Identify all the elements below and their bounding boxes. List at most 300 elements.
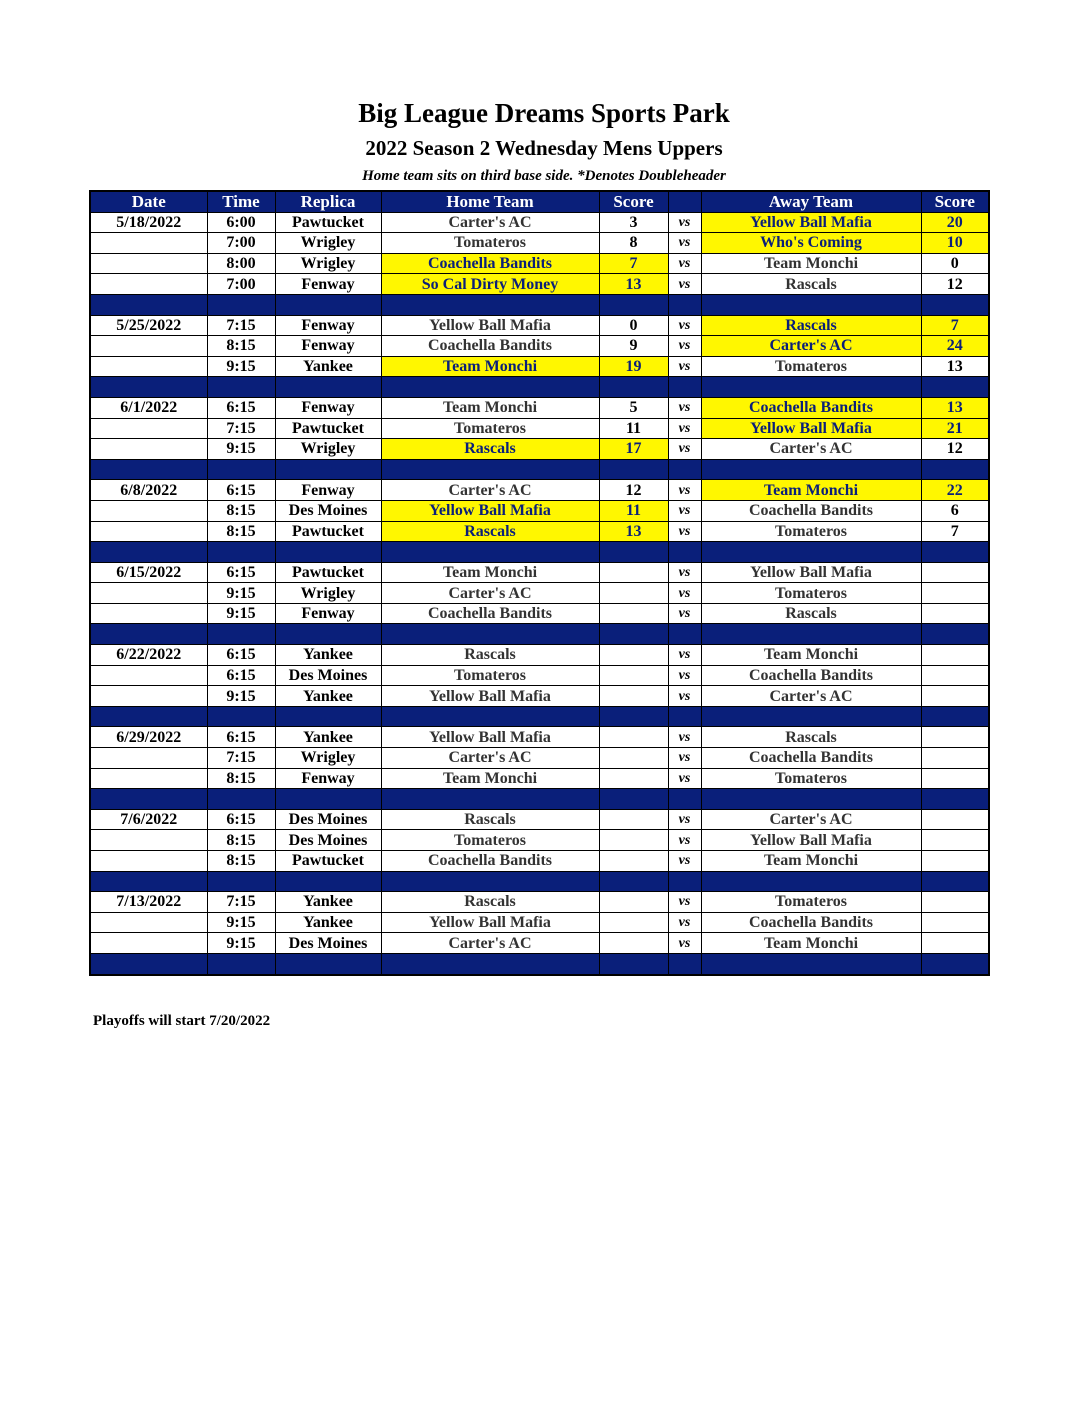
- game-row: [90, 686, 989, 707]
- home-score: [599, 933, 668, 954]
- vs-label: vs: [668, 665, 701, 686]
- home-score: [599, 665, 668, 686]
- game-date-empty: [90, 274, 207, 295]
- vs-label: vs: [668, 356, 701, 377]
- separator-cell: [275, 624, 381, 645]
- game-row: [90, 603, 989, 624]
- separator-cell: [668, 789, 701, 810]
- separator-cell: [381, 294, 599, 315]
- game-date-empty: [90, 500, 207, 521]
- game-time: 8:15: [207, 830, 275, 851]
- away-team: Carter's AC: [701, 809, 921, 830]
- game-row: [90, 809, 989, 830]
- home-team: Yellow Ball Mafia: [381, 315, 599, 336]
- separator-cell: [921, 706, 989, 727]
- game-row: [90, 768, 989, 789]
- separator-cell: [668, 706, 701, 727]
- away-score: [921, 809, 989, 830]
- game-time: 8:15: [207, 768, 275, 789]
- away-score: 22: [921, 480, 989, 501]
- separator-cell: [275, 706, 381, 727]
- separator-cell: [921, 542, 989, 563]
- away-team: Coachella Bandits: [701, 665, 921, 686]
- away-score: [921, 603, 989, 624]
- game-replica: Wrigley: [275, 233, 381, 254]
- separator-cell: [90, 789, 207, 810]
- home-score: [599, 892, 668, 913]
- game-replica: Pawtucket: [275, 521, 381, 542]
- away-score: [921, 748, 989, 769]
- game-date: 6/22/2022: [90, 645, 207, 666]
- away-team: Yellow Ball Mafia: [701, 418, 921, 439]
- home-score: 8: [599, 233, 668, 254]
- game-row: [90, 500, 989, 521]
- separator-cell: [599, 294, 668, 315]
- separator-cell: [90, 706, 207, 727]
- separator-cell: [701, 377, 921, 398]
- separator-cell: [275, 953, 381, 974]
- separator-cell: [668, 542, 701, 563]
- home-score: 9: [599, 336, 668, 357]
- home-score: [599, 562, 668, 583]
- game-replica: Fenway: [275, 315, 381, 336]
- game-date-empty: [90, 830, 207, 851]
- game-date-empty: [90, 439, 207, 460]
- home-team: Rascals: [381, 439, 599, 460]
- away-team: Yellow Ball Mafia: [701, 212, 921, 233]
- away-score: [921, 562, 989, 583]
- header-home-team: Home Team: [381, 191, 599, 212]
- separator-cell: [668, 871, 701, 892]
- vs-label: vs: [668, 892, 701, 913]
- game-date-empty: [90, 686, 207, 707]
- away-team: Team Monchi: [701, 253, 921, 274]
- away-score: [921, 645, 989, 666]
- home-team: Rascals: [381, 892, 599, 913]
- away-score: 24: [921, 336, 989, 357]
- home-score: 17: [599, 439, 668, 460]
- home-team: Coachella Bandits: [381, 851, 599, 872]
- away-team: Yellow Ball Mafia: [701, 830, 921, 851]
- home-score: 7: [599, 253, 668, 274]
- game-row: [90, 480, 989, 501]
- separator-cell: [921, 624, 989, 645]
- away-team: Rascals: [701, 603, 921, 624]
- game-date-empty: [90, 521, 207, 542]
- away-team: Coachella Bandits: [701, 912, 921, 933]
- home-score: 19: [599, 356, 668, 377]
- game-time: 8:15: [207, 851, 275, 872]
- separator-cell: [599, 789, 668, 810]
- game-row: [90, 274, 989, 295]
- separator-cell: [701, 294, 921, 315]
- separator-cell: [668, 624, 701, 645]
- game-replica: Wrigley: [275, 439, 381, 460]
- vs-label: vs: [668, 645, 701, 666]
- game-replica: Pawtucket: [275, 418, 381, 439]
- separator-cell: [381, 706, 599, 727]
- vs-label: vs: [668, 809, 701, 830]
- week-separator-row: [90, 377, 989, 398]
- away-score: 12: [921, 439, 989, 460]
- home-team: Team Monchi: [381, 768, 599, 789]
- week-separator-row: [90, 542, 989, 563]
- game-date-empty: [90, 356, 207, 377]
- home-team: Carter's AC: [381, 480, 599, 501]
- vs-label: vs: [668, 397, 701, 418]
- separator-cell: [381, 624, 599, 645]
- home-team: Coachella Bandits: [381, 603, 599, 624]
- game-time: 9:15: [207, 583, 275, 604]
- away-score: [921, 851, 989, 872]
- home-score: [599, 809, 668, 830]
- header-away-team: Away Team: [701, 191, 921, 212]
- game-date-empty: [90, 418, 207, 439]
- separator-cell: [207, 953, 275, 974]
- home-team: Rascals: [381, 809, 599, 830]
- away-score: [921, 768, 989, 789]
- game-date: 5/18/2022: [90, 212, 207, 233]
- separator-cell: [668, 294, 701, 315]
- game-date-empty: [90, 851, 207, 872]
- game-row: [90, 356, 989, 377]
- separator-cell: [381, 542, 599, 563]
- separator-cell: [599, 377, 668, 398]
- vs-label: vs: [668, 418, 701, 439]
- home-score: 11: [599, 418, 668, 439]
- separator-cell: [207, 459, 275, 480]
- away-team: Rascals: [701, 274, 921, 295]
- vs-label: vs: [668, 830, 701, 851]
- separator-cell: [921, 294, 989, 315]
- home-score: 11: [599, 500, 668, 521]
- game-time: 6:15: [207, 809, 275, 830]
- vs-label: vs: [668, 562, 701, 583]
- game-replica: Wrigley: [275, 583, 381, 604]
- game-date: 5/25/2022: [90, 315, 207, 336]
- away-score: 21: [921, 418, 989, 439]
- game-replica: Pawtucket: [275, 212, 381, 233]
- game-replica: Yankee: [275, 356, 381, 377]
- game-date: 6/8/2022: [90, 480, 207, 501]
- away-score: 13: [921, 356, 989, 377]
- away-team: Coachella Bandits: [701, 500, 921, 521]
- game-time: 7:00: [207, 274, 275, 295]
- game-replica: Pawtucket: [275, 562, 381, 583]
- vs-label: vs: [668, 727, 701, 748]
- away-score: [921, 892, 989, 913]
- game-row: [90, 521, 989, 542]
- game-time: 9:15: [207, 603, 275, 624]
- away-score: [921, 665, 989, 686]
- separator-cell: [90, 459, 207, 480]
- game-row: [90, 418, 989, 439]
- separator-cell: [275, 789, 381, 810]
- separator-cell: [207, 789, 275, 810]
- vs-label: vs: [668, 603, 701, 624]
- separator-cell: [599, 706, 668, 727]
- separator-cell: [275, 377, 381, 398]
- vs-label: vs: [668, 521, 701, 542]
- home-team: Yellow Ball Mafia: [381, 686, 599, 707]
- separator-cell: [701, 953, 921, 974]
- game-replica: Yankee: [275, 727, 381, 748]
- home-team: Tomateros: [381, 233, 599, 254]
- separator-cell: [381, 377, 599, 398]
- week-separator-row: [90, 789, 989, 810]
- separator-cell: [275, 294, 381, 315]
- home-team: Tomateros: [381, 665, 599, 686]
- game-replica: Des Moines: [275, 809, 381, 830]
- vs-label: vs: [668, 274, 701, 295]
- away-team: Carter's AC: [701, 439, 921, 460]
- away-team: Carter's AC: [701, 686, 921, 707]
- separator-cell: [207, 706, 275, 727]
- header-date: Date: [90, 191, 207, 212]
- game-time: 6:15: [207, 562, 275, 583]
- separator-cell: [207, 294, 275, 315]
- home-score: 13: [599, 521, 668, 542]
- vs-label: vs: [668, 500, 701, 521]
- home-team: Rascals: [381, 521, 599, 542]
- game-replica: Wrigley: [275, 253, 381, 274]
- game-row: [90, 933, 989, 954]
- separator-cell: [599, 871, 668, 892]
- game-time: 6:15: [207, 480, 275, 501]
- game-time: 7:00: [207, 233, 275, 254]
- schedule-body: [90, 191, 989, 975]
- away-team: Yellow Ball Mafia: [701, 562, 921, 583]
- home-team: Team Monchi: [381, 397, 599, 418]
- home-team: Yellow Ball Mafia: [381, 500, 599, 521]
- home-score: [599, 851, 668, 872]
- vs-label: vs: [668, 768, 701, 789]
- away-team: Coachella Bandits: [701, 397, 921, 418]
- away-score: 0: [921, 253, 989, 274]
- separator-cell: [207, 871, 275, 892]
- home-team: Carter's AC: [381, 583, 599, 604]
- header-vs: [668, 191, 701, 212]
- game-replica: Fenway: [275, 274, 381, 295]
- week-separator-row: [90, 871, 989, 892]
- home-score: [599, 748, 668, 769]
- game-row: [90, 233, 989, 254]
- separator-cell: [275, 542, 381, 563]
- separator-cell: [701, 706, 921, 727]
- header-home-score: Score: [599, 191, 668, 212]
- game-date-empty: [90, 336, 207, 357]
- game-date-empty: [90, 233, 207, 254]
- game-replica: Yankee: [275, 645, 381, 666]
- vs-label: vs: [668, 851, 701, 872]
- vs-label: vs: [668, 480, 701, 501]
- game-time: 6:15: [207, 727, 275, 748]
- vs-label: vs: [668, 212, 701, 233]
- away-team: Tomateros: [701, 356, 921, 377]
- away-score: [921, 912, 989, 933]
- game-row: [90, 851, 989, 872]
- game-time: 7:15: [207, 418, 275, 439]
- vs-label: vs: [668, 912, 701, 933]
- game-date-empty: [90, 665, 207, 686]
- game-date: 6/29/2022: [90, 727, 207, 748]
- vs-label: vs: [668, 933, 701, 954]
- separator-cell: [599, 953, 668, 974]
- away-team: Rascals: [701, 315, 921, 336]
- home-team: Carter's AC: [381, 933, 599, 954]
- separator-cell: [381, 953, 599, 974]
- separator-cell: [90, 377, 207, 398]
- game-row: [90, 727, 989, 748]
- game-date-empty: [90, 933, 207, 954]
- separator-cell: [207, 542, 275, 563]
- header-replica: Replica: [275, 191, 381, 212]
- separator-cell: [90, 871, 207, 892]
- game-time: 9:15: [207, 686, 275, 707]
- game-row: [90, 892, 989, 913]
- game-time: 6:15: [207, 645, 275, 666]
- home-score: [599, 830, 668, 851]
- game-row: [90, 253, 989, 274]
- away-score: [921, 727, 989, 748]
- separator-cell: [921, 789, 989, 810]
- vs-label: vs: [668, 748, 701, 769]
- separator-cell: [599, 459, 668, 480]
- separator-cell: [921, 953, 989, 974]
- game-row: [90, 748, 989, 769]
- separator-cell: [921, 459, 989, 480]
- game-row: [90, 562, 989, 583]
- home-score: 5: [599, 397, 668, 418]
- home-score: 12: [599, 480, 668, 501]
- home-team: Team Monchi: [381, 562, 599, 583]
- away-team: Team Monchi: [701, 851, 921, 872]
- separator-cell: [701, 459, 921, 480]
- separator-cell: [90, 953, 207, 974]
- home-team: Team Monchi: [381, 356, 599, 377]
- away-score: 12: [921, 274, 989, 295]
- home-score: [599, 686, 668, 707]
- separator-cell: [381, 459, 599, 480]
- home-score: [599, 912, 668, 933]
- game-replica: Fenway: [275, 768, 381, 789]
- home-team: So Cal Dirty Money: [381, 274, 599, 295]
- vs-label: vs: [668, 315, 701, 336]
- home-team: Carter's AC: [381, 748, 599, 769]
- away-team: Tomateros: [701, 892, 921, 913]
- header-time: Time: [207, 191, 275, 212]
- game-replica: Pawtucket: [275, 851, 381, 872]
- game-row: [90, 397, 989, 418]
- week-separator-row: [90, 459, 989, 480]
- separator-cell: [90, 624, 207, 645]
- header-away-score: Score: [921, 191, 989, 212]
- away-team: Team Monchi: [701, 933, 921, 954]
- game-row: [90, 439, 989, 460]
- home-score: [599, 583, 668, 604]
- separator-cell: [90, 542, 207, 563]
- page-title: Big League Dreams Sports Park: [358, 98, 730, 128]
- separator-cell: [599, 624, 668, 645]
- game-date: 7/6/2022: [90, 809, 207, 830]
- game-replica: Fenway: [275, 336, 381, 357]
- game-replica: Fenway: [275, 603, 381, 624]
- separator-cell: [599, 542, 668, 563]
- away-team: Tomateros: [701, 768, 921, 789]
- game-date: 7/13/2022: [90, 892, 207, 913]
- separator-cell: [701, 542, 921, 563]
- game-time: 9:15: [207, 439, 275, 460]
- game-replica: Fenway: [275, 480, 381, 501]
- home-team: Tomateros: [381, 830, 599, 851]
- away-score: 13: [921, 397, 989, 418]
- game-time: 7:15: [207, 748, 275, 769]
- away-score: [921, 686, 989, 707]
- playoffs-note: Playoffs will start 7/20/2022: [93, 1013, 271, 1029]
- game-row: [90, 912, 989, 933]
- vs-label: vs: [668, 233, 701, 254]
- separator-cell: [921, 871, 989, 892]
- away-team: Team Monchi: [701, 645, 921, 666]
- separator-cell: [701, 789, 921, 810]
- separator-cell: [701, 624, 921, 645]
- game-replica: Des Moines: [275, 830, 381, 851]
- separator-cell: [668, 953, 701, 974]
- home-team: Carter's AC: [381, 212, 599, 233]
- home-team: Tomateros: [381, 418, 599, 439]
- away-team: Who's Coming: [701, 233, 921, 254]
- game-row: [90, 830, 989, 851]
- home-score: [599, 603, 668, 624]
- game-time: 7:15: [207, 892, 275, 913]
- separator-cell: [381, 789, 599, 810]
- game-row: [90, 212, 989, 233]
- home-team: Yellow Ball Mafia: [381, 727, 599, 748]
- separator-cell: [668, 459, 701, 480]
- schedule-note: Home team sits on third base side. *Denotes Doubleheader: [362, 168, 726, 184]
- game-date: 6/15/2022: [90, 562, 207, 583]
- game-date-empty: [90, 912, 207, 933]
- home-team: Coachella Bandits: [381, 253, 599, 274]
- game-replica: Yankee: [275, 686, 381, 707]
- away-score: 20: [921, 212, 989, 233]
- schedule-table: [89, 190, 990, 976]
- game-date-empty: [90, 583, 207, 604]
- game-time: 7:15: [207, 315, 275, 336]
- game-time: 9:15: [207, 933, 275, 954]
- game-row: [90, 336, 989, 357]
- separator-cell: [90, 294, 207, 315]
- game-replica: Yankee: [275, 912, 381, 933]
- game-time: 9:15: [207, 356, 275, 377]
- away-score: 7: [921, 521, 989, 542]
- game-replica: Des Moines: [275, 665, 381, 686]
- vs-label: vs: [668, 253, 701, 274]
- game-row: [90, 665, 989, 686]
- vs-label: vs: [668, 583, 701, 604]
- game-time: 6:00: [207, 212, 275, 233]
- vs-label: vs: [668, 336, 701, 357]
- game-replica: Des Moines: [275, 933, 381, 954]
- game-time: 6:15: [207, 397, 275, 418]
- game-time: 8:00: [207, 253, 275, 274]
- game-replica: Wrigley: [275, 748, 381, 769]
- game-row: [90, 315, 989, 336]
- home-score: [599, 768, 668, 789]
- separator-cell: [207, 377, 275, 398]
- home-score: 13: [599, 274, 668, 295]
- away-team: Tomateros: [701, 521, 921, 542]
